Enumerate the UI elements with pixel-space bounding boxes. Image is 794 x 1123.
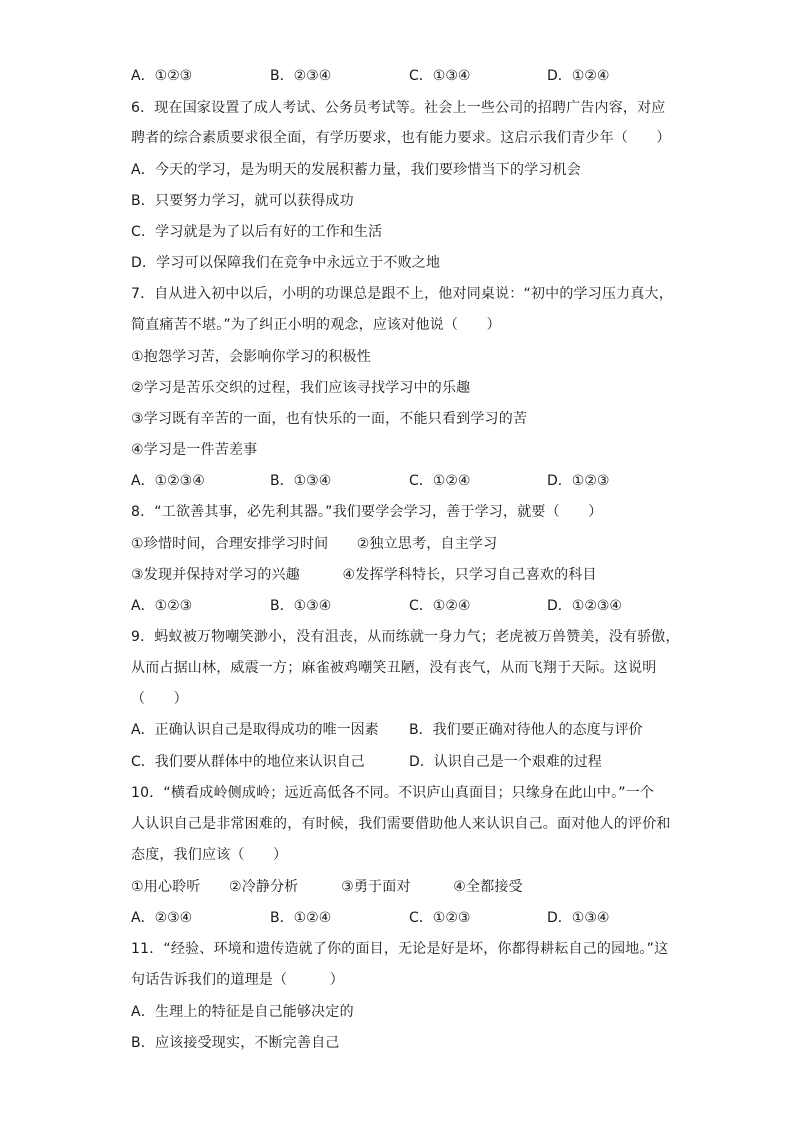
- q10-stem-line-2: 人认识自己是非常困难的，有时候，我们需要借助他人来认识自己。面对他人的评价和: [131, 816, 671, 832]
- q10-option-d: D．①③④: [547, 910, 610, 926]
- q9-option-a: A．正确认识自己是取得成功的唯一因素: [131, 722, 379, 738]
- q11-option-a: A．生理上的特征是自己能够决定的: [131, 1004, 354, 1020]
- q7-option-d: D．①②③: [547, 473, 610, 489]
- q6-option-a: A．今天的学习，是为明天的发展积蓄力量，我们要珍惜当下的学习机会: [131, 162, 581, 178]
- q8-option-b: B．①③④: [270, 598, 332, 614]
- q10-option-b: B．①②④: [270, 910, 332, 926]
- q11-stem-line-1: 11．“经验、环境和遗传造就了你的面目，无论是好是坏，你都得耕耘自己的园地。”这: [131, 941, 669, 957]
- q6-option-d: D．学习可以保障我们在竞争中永远立于不败之地: [131, 255, 441, 271]
- q9-option-d: D．认识自己是一个艰难的过程: [409, 754, 602, 770]
- q5-option-d: D．①②④: [547, 68, 610, 84]
- q5-option-c: C．①③④: [409, 68, 471, 84]
- q6-stem-line-1: 6．现在国家设置了成人考试、公务员考试等。社会上一些公司的招聘广告内容，对应: [131, 100, 666, 116]
- q6-option-c: C．学习就是为了以后有好的工作和生活: [131, 224, 383, 240]
- q7-option-a: A．①②③④: [131, 473, 205, 489]
- q7-option-b: B．①③④: [270, 473, 332, 489]
- q8-items-line-2: ③发现并保持对学习的兴趣 ④发挥学科特长，只学习自己喜欢的科目: [131, 567, 597, 583]
- q7-item-1: ①抱怨学习苦，会影响你学习的积极性: [131, 349, 371, 365]
- q9-stem-line-3: （ ）: [131, 691, 188, 707]
- q6-stem-line-2: 聘者的综合素质要求很全面，有学历要求，也有能力要求。这启示我们青少年（ ）: [131, 130, 671, 146]
- q7-item-4: ④学习是一件苦差事: [131, 442, 258, 458]
- q9-stem-line-1: 9．蚂蚁被万物嘲笑渺小，没有沮丧，从而练就一身力气；老虎被万兽赞美，没有骄傲，: [131, 629, 680, 645]
- q6-option-b: B．只要努力学习，就可以获得成功: [131, 193, 354, 209]
- q10-stem-line-1: 10．“横看成岭侧成岭；远近高低各不同。不识庐山真面目；只缘身在此山中。”一个: [131, 785, 655, 801]
- q10-option-c: C．①②③: [409, 910, 471, 926]
- q9-stem-line-2: 从而占据山林，威震一方；麻雀被鸡嘲笑丑陋，没有丧气，从而飞翔于天际。这说明: [131, 660, 657, 676]
- q8-option-d: D．①②③④: [547, 598, 622, 614]
- q10-stem-line-3: 态度，我们应该（ ）: [131, 847, 288, 863]
- q9-option-b: B．我们要正确对待他人的态度与评价: [409, 722, 643, 738]
- q7-item-2: ②学习是苦乐交织的过程，我们应该寻找学习中的乐趣: [131, 380, 471, 396]
- q5-option-b: B．②③④: [270, 68, 332, 84]
- q8-option-a: A．①②③: [131, 598, 193, 614]
- q8-stem-line-1: 8．“工欲善其事，必先利其器。”我们要学会学习，善于学习，就要（ ）: [131, 504, 603, 520]
- q7-option-c: C．①②④: [409, 473, 471, 489]
- q10-option-a: A．②③④: [131, 910, 193, 926]
- q8-items-line-1: ①珍惜时间，合理安排学习时间 ②独立思考，自主学习: [131, 536, 498, 552]
- q7-stem-line-2: 简直痛苦不堪。”为了纠正小明的观念，应该对他说（ ）: [131, 317, 501, 333]
- q8-option-c: C．①②④: [409, 598, 471, 614]
- q11-option-b: B．应该接受现实，不断完善自己: [131, 1035, 340, 1051]
- q10-items-line: ①用心聆听 ②冷静分析 ③勇于面对 ④全都接受: [131, 879, 523, 895]
- q5-option-a: A．①②③: [131, 68, 193, 84]
- q11-stem-line-2: 句话告诉我们的道理是（ ）: [131, 972, 344, 988]
- q7-item-3: ③学习既有辛苦的一面，也有快乐的一面，不能只看到学习的苦: [131, 411, 528, 427]
- q7-stem-line-1: 7．自从进入初中以后，小明的功课总是跟不上，他对同桌说：“初中的学习压力真大，: [131, 286, 673, 302]
- q9-option-c: C．我们要从群体中的地位来认识自己: [131, 754, 365, 770]
